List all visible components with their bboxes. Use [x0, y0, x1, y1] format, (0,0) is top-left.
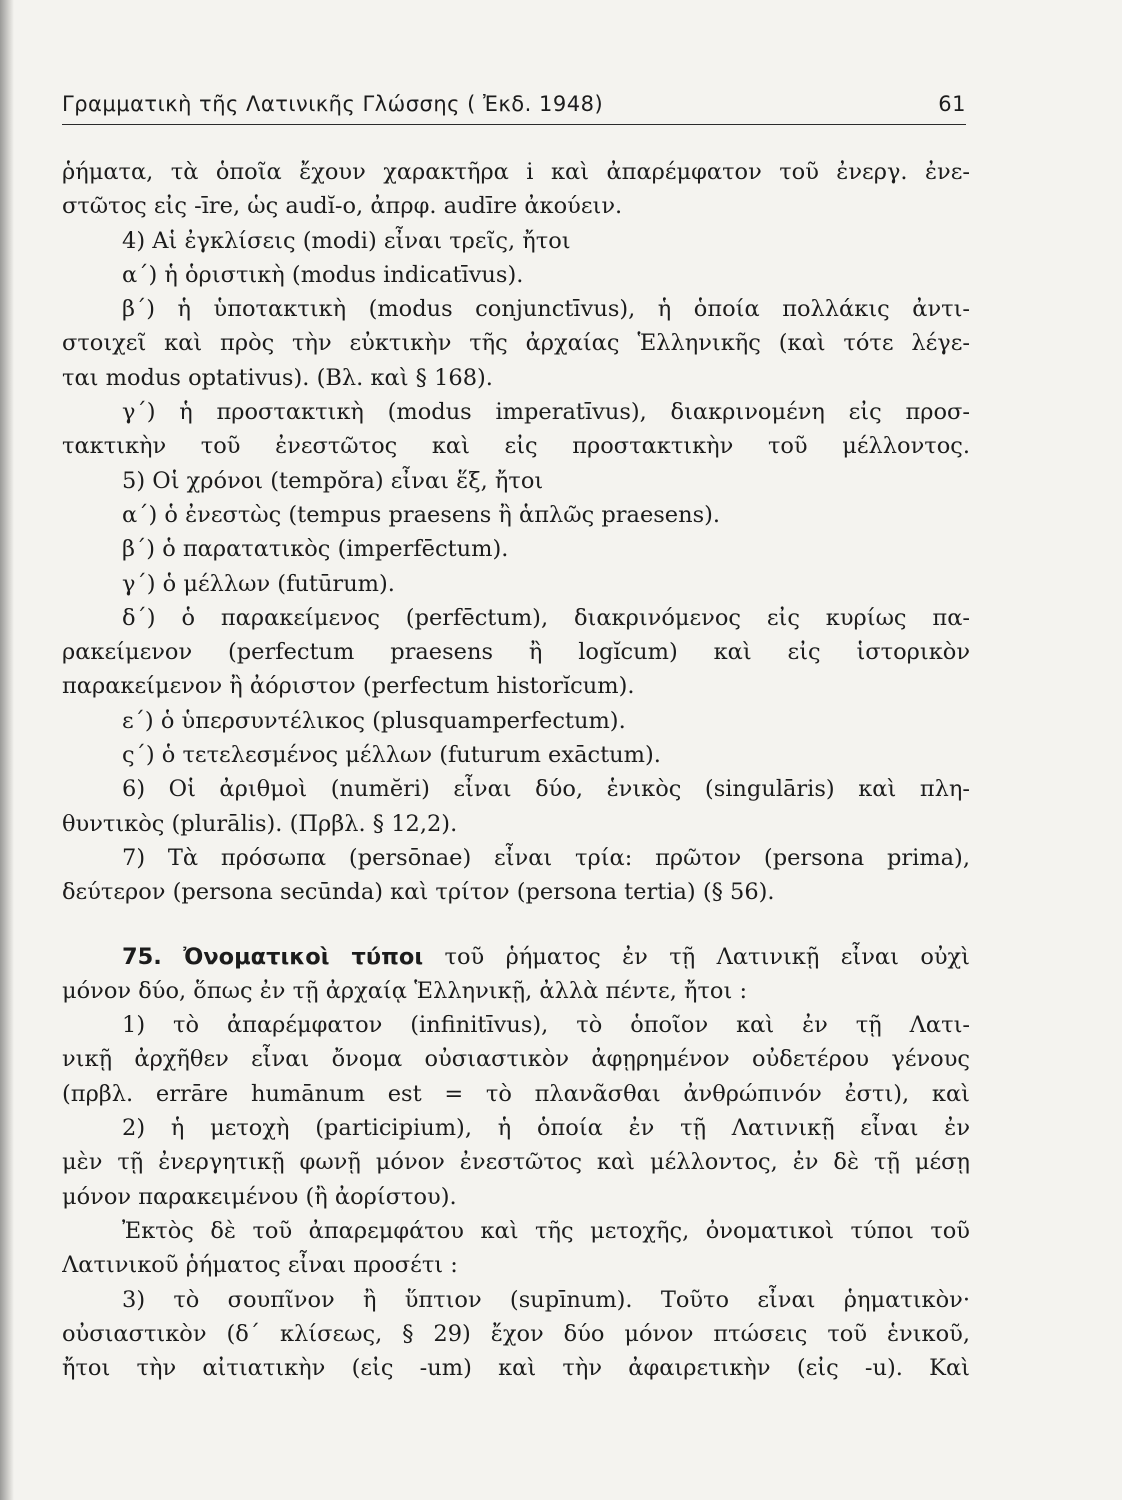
page-gutter-shadow — [0, 0, 14, 1500]
text-line-20: θυντικὸς (plurālis). (Πρβλ. § 12,2). — [62, 810, 458, 837]
section-line-1: μόνον δύο, ὅπως ἐν τῇ ἀρχαίᾳ Ἑλληνικῇ, ἀλλὰ πέντε, ἤτοι : — [62, 977, 748, 1004]
text-line-19: 6) Οἱ ἀριθμοὶ (numĕri) εἶναι δύο, ἑνικὸς (singulāris) καὶ πλη- — [122, 776, 970, 803]
text-line-14: δ΄) ὁ παρακείμενος (perfēctum), διακρινόμενος εἰς κυρίως πα- — [122, 604, 970, 631]
section-heading: Ὀνοματικοὶ τύποι — [183, 943, 424, 970]
section-75-first-line — [62, 940, 970, 974]
text-line-1: ῥήματα, τὰ ὁποῖα ἔχουν χαρακτῆρα i καὶ ἀπαρέμφατον τοῦ ἐνεργ. ἐνε- — [62, 159, 970, 185]
section-number: 75. — [122, 943, 162, 970]
section-gap — [62, 910, 970, 940]
section-line-2: 1) τὸ ἀπαρέμφατον (infinitīvus), τὸ ὁποῖον καὶ ἐν τῇ Λατι- — [122, 1012, 970, 1039]
text-line-12: β΄) ὁ παρατατικὸς (imperfēctum). — [122, 536, 509, 563]
section-line-3: νικῇ ἀρχῆθεν εἶναι ὄνομα οὐσιαστικὸν ἀφῃρημένον οὐδετέρου γένους — [62, 1046, 970, 1073]
text-line-17: ε΄) ὁ ὑπερσυντέλικος (plusquamperfectum). — [122, 707, 626, 734]
section-line-4: (πρβλ. errāre humānum est = τὸ πλανᾶσθαι ἀνθρώπινόν ἐστι), καὶ — [62, 1080, 970, 1107]
section-line-9: Λατινικοῦ ῥήματος εἶναι προσέτι : — [62, 1252, 458, 1279]
section-75-text — [62, 974, 970, 1386]
text-line-6: στοιχεῖ καὶ πρὸς τὴν εὐκτικὴν τῆς ἀρχαίας Ἑλληνικῆς (καὶ τότε λέγε- — [62, 330, 970, 357]
section-line-12: ἤτοι τὴν αἰτιατικὴν (εἰς -um) καὶ τὴν ἀφαιρετικὴν (εἰς -u). Καὶ — [62, 1355, 970, 1382]
section-line-11: οὐσιαστικὸν (δ΄ κλίσεως, § 29) ἔχον δύο μόνον πτώσεις τοῦ ἑνικοῦ, — [62, 1320, 970, 1347]
text-line-3: 4) Αἱ ἐγκλίσεις (modi) εἶναι τρεῖς, ἤτοι — [122, 227, 571, 254]
section-line-10: 3) τὸ σουπῖνον ἢ ὕπτιον (supīnum). Τοῦτο εἶναι ῥηματικὸν· — [122, 1286, 970, 1313]
page-number: 61 — [938, 92, 966, 116]
text-line-4: α΄) ἡ ὁριστικὴ (modus indicatīvus). — [122, 261, 524, 288]
text-line-8: γ΄) ἡ προστακτικὴ (modus imperatīvus), διακρινομένη εἰς προσ- — [122, 399, 970, 426]
running-header — [62, 88, 966, 125]
section-line-7: μόνον παρακειμένου (ἢ ἀορίστου). — [62, 1183, 457, 1210]
text-line-10: 5) Οἱ χρόνοι (tempŏra) εἶναι ἕξ, ἤτοι — [122, 467, 544, 494]
text-line-13: γ΄) ὁ μέλλων (futūrum). — [122, 570, 395, 597]
text-line-22: δεύτερον (persona secūnda) καὶ τρίτον (persona tertia) (§ 56). — [62, 879, 775, 906]
section-line-5: 2) ἡ μετοχὴ (participium), ἡ ὁποία ἐν τῇ Λατινικῇ εἶναι ἐν — [122, 1115, 970, 1142]
text-line-16: παρακείμενον ἢ ἀόριστον (perfectum historĭcum). — [62, 673, 635, 700]
text-line-2: στῶτος εἰς -īre, ὡς audĭ-o, ἀπρφ. audīre ἀκούειν. — [62, 193, 623, 220]
grammar-list-text — [62, 155, 970, 910]
text-line-9: τακτικὴν τοῦ ἐνεστῶτος καὶ εἰς προστακτικὴν τοῦ μέλλοντος. — [62, 433, 970, 460]
text-line-18: ς΄) ὁ τετελεσμένος μέλλων (futurum exāctum). — [122, 742, 661, 769]
book-title: Γραμματικὴ τῆς Λατινικῆς Γλώσσης ( Ἐκδ. 1948) — [62, 92, 604, 116]
page-body — [62, 155, 970, 1385]
text-line-15: ρακείμενον (perfectum praesens ἢ logĭcum) καὶ εἰς ἱστορικὸν — [62, 639, 970, 666]
text-line-21: 7) Τὰ πρόσωπα (persōnae) εἶναι τρία: πρῶτον (persona prima), — [122, 844, 970, 871]
section-line-6: μὲν τῇ ἐνεργητικῇ φωνῇ μόνον ἐνεστῶτος καὶ μέλλοντος, ἐν δὲ τῇ μέσῃ — [62, 1149, 970, 1176]
text-line-11: α΄) ὁ ἐνεστὼς (tempus praesens ἢ ἁπλῶς praesens). — [122, 501, 721, 528]
text-line-7: ται modus optativus). (Βλ. καὶ § 168). — [62, 364, 493, 391]
text-line-5: β΄) ἡ ὑποτακτικὴ (modus conjunctīvus), ἡ ὁποία πολλάκις ἀντι- — [122, 296, 970, 323]
section-first-line-text: τοῦ ῥήματος ἐν τῇ Λατινικῇ εἶναι οὐχὶ — [423, 943, 970, 970]
section-line-8: Ἐκτὸς δὲ τοῦ ἀπαρεμφάτου καὶ τῆς μετοχῆς, ὀνοματικοὶ τύποι τοῦ — [122, 1217, 970, 1244]
